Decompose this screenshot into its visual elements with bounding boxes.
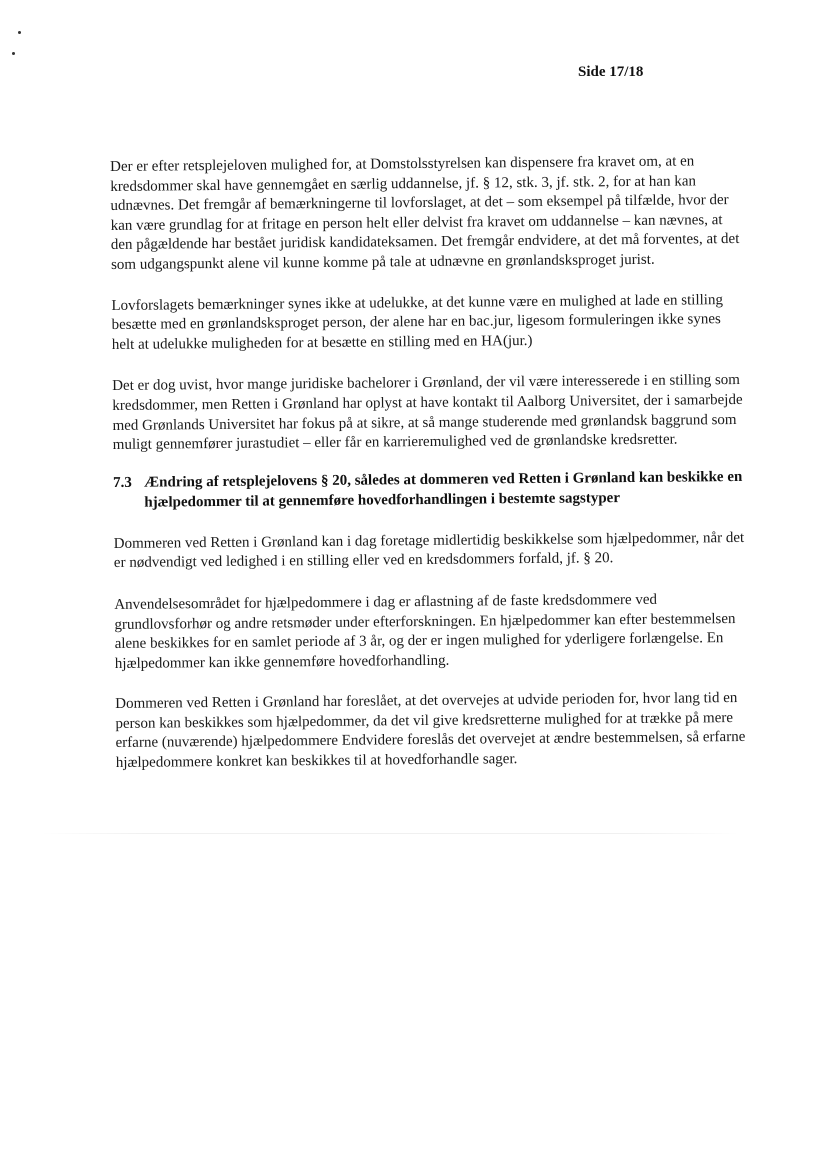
section-number: 7.3 [113,474,132,491]
paragraph-bachelors: Det er dog uvist, hvor mange juridiske bachelorer i Grønland, der vil være interesserede i en stilling som kredsdommer, men Retten i Grønland har oplyst at have kontakt til Aalborg Universitet, der i samarbejde med Grønlands Universitet har fokus på at sikre, at så mange studerende med grønlandsk baggrund som muligt gennemfører jurastudiet – eller får en karrieremulighed ved de grønlandske kredsretter. [112,372,743,454]
paragraph-dispensation: Der er efter retsplejeloven mulighed for, at Domstolsstyrelsen kan dispensere fra kravet om, at en kredsdommer skal have gennemgået en særlig uddannelse, jf. § 12, stk. 3, jf. stk. 2, for at han kan udnævnes. Det fremgår af bemærkningerne til lovforslaget, at det – som eksempel på tilfælde, hvor der kan være grundlag for at fritage en person helt eller delvist fra kravet om uddannelse – kan nævnes, at den pågældende har bestået juridisk kandidateksamen. Det fremgår endvidere, at det må forventes, at det som udgangspunkt alene vil kunne komme på tale at udnævne en grønlandsksproget jurist. [110,153,740,273]
scan-speck [18,31,21,34]
paragraph-proposal: Dommeren ved Retten i Grønland har foreslået, at det overvejes at udvide perioden for, hvor lang tid en person kan beskikkes som hjælpedommer, da det vil give kredsretterne mulighed for at trække på mere erfarne (nuværende) hjælpedommere Endvidere foreslås det overvejet at ændre bestemmelsen, så erfarne hjælpedommere konkret kan beskikkes til at hovedforhandle sager. [115,690,746,772]
paragraph-temporary-appointment: Dommeren ved Retten i Grønland kan i dag foretage midlertidig beskikkelse som hjælpedommer, når det er nødvendigt ved ledighed i en stilling eller ved en kredsdommers forfald, jf. § 20. [113,529,745,572]
scan-artifact-line [40,833,740,834]
paragraph-bac-jur: Lovforslagets bemærkninger synes ikke at udelukke, at det kunne være en mulighed at lade en stilling besætte med en grønlandsksproget person, der alene har en bac.jur, ligesom formuleringen ikke synes helt at udelukke muligheden for at besætte en stilling med en HA(jur.) [111,291,723,353]
page-number: Side 17/18 [578,64,644,80]
paragraph-scope: Anvendelsesområdet for hjælpedommere i dag er aflastning af de faste kredsdommere ved grundlovsforhør og andre retsmøder under efterforskningen. En hjælpedommer kan efter bestemmelsen alene beskikkes for en samlet periode af 3 år, og der er ingen mulighed for yderligere forlængelse. En hjælpedommer kan ikke gennemføre hovedforhandling. [114,591,736,672]
section-heading [113,467,745,513]
section-title: Ændring af retsplejelovens § 20, således at dommeren ved Retten i Grønland kan beskikke en hjælpedommer til at gennemføre hovedforhandlingen i bestemte sagstyper [144,468,743,511]
scan-speck [12,52,15,55]
document-body [110,152,748,794]
